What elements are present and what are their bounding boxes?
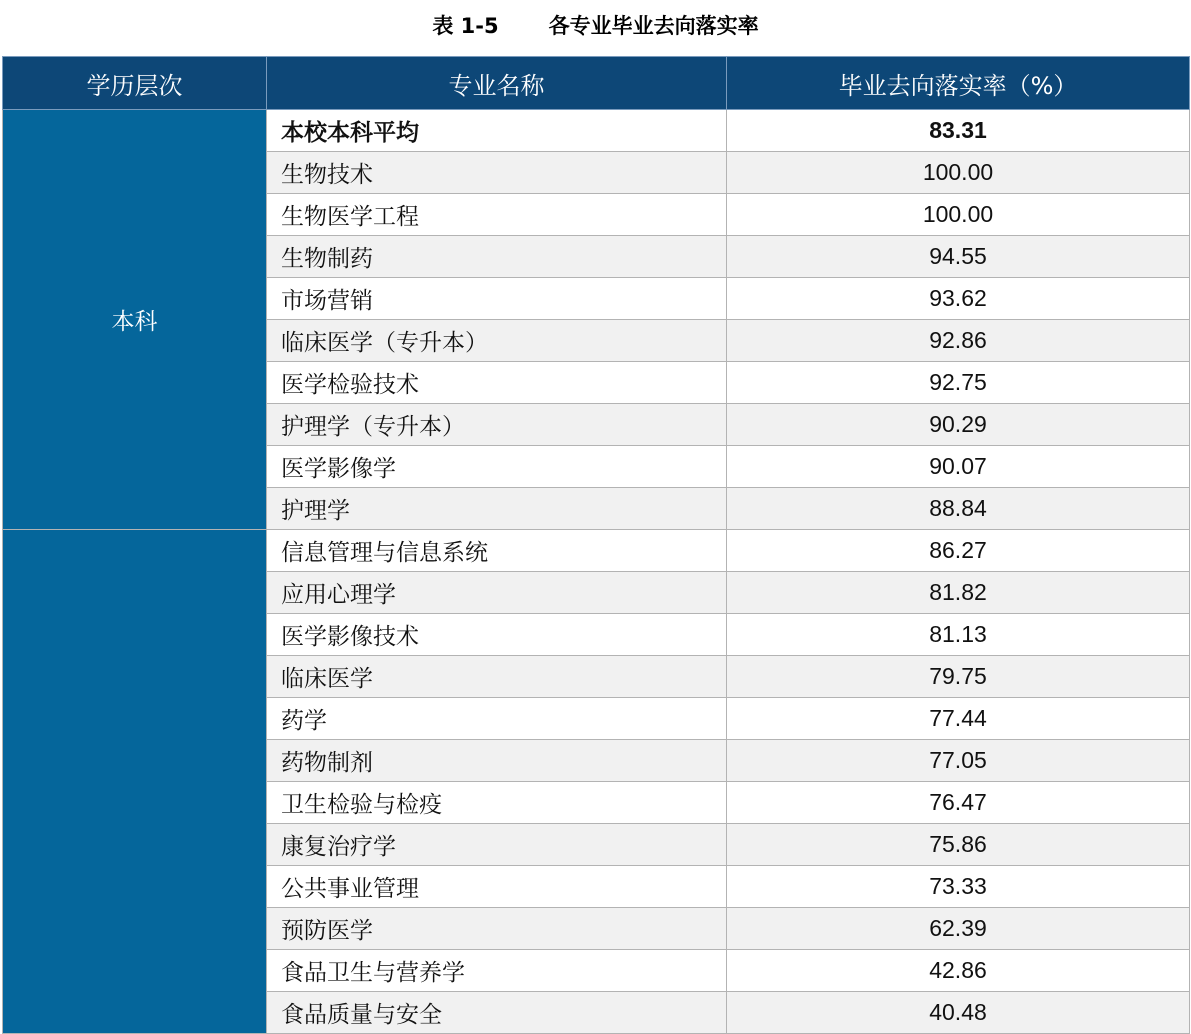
table-row-average [3,110,1190,152]
placement-rate-cell: 94.55 [727,236,1190,278]
placement-rate-cell: 81.13 [727,614,1190,656]
placement-rate-cell: 81.82 [727,572,1190,614]
placement-rate-cell: 92.75 [727,362,1190,404]
major-name-cell: 临床医学 [267,656,727,698]
major-name-cell: 护理学 [267,488,727,530]
major-name-cell: 临床医学（专升本） [267,320,727,362]
major-name-cell: 生物制药 [267,236,727,278]
major-name-cell: 食品卫生与营养学 [267,950,727,992]
placement-rate-table [2,56,1190,1034]
placement-rate-cell: 79.75 [727,656,1190,698]
placement-rate-cell: 88.84 [727,488,1190,530]
major-name-cell: 食品质量与安全 [267,992,727,1034]
education-level-cell [3,530,267,1034]
major-name-cell: 本校本科平均 [267,110,727,152]
major-name-cell: 医学影像学 [267,446,727,488]
placement-rate-cell: 90.29 [727,404,1190,446]
major-name-cell: 生物医学工程 [267,194,727,236]
major-name-cell: 康复治疗学 [267,824,727,866]
header-level: 学历层次 [3,57,267,110]
placement-rate-cell: 77.44 [727,698,1190,740]
major-name-cell: 信息管理与信息系统 [267,530,727,572]
placement-rate-cell: 77.05 [727,740,1190,782]
table-body [3,110,1190,1034]
placement-rate-cell: 100.00 [727,194,1190,236]
placement-rate-cell: 86.27 [727,530,1190,572]
placement-rate-cell: 90.07 [727,446,1190,488]
major-name-cell: 公共事业管理 [267,866,727,908]
major-name-cell: 药学 [267,698,727,740]
placement-rate-cell: 76.47 [727,782,1190,824]
placement-rate-cell: 40.48 [727,992,1190,1034]
placement-rate-cell: 92.86 [727,320,1190,362]
major-name-cell: 护理学（专升本） [267,404,727,446]
major-name-cell: 预防医学 [267,908,727,950]
major-name-cell: 应用心理学 [267,572,727,614]
table-number: 表 1-5 [432,14,499,38]
placement-rate-cell: 83.31 [727,110,1190,152]
placement-rate-cell: 62.39 [727,908,1190,950]
placement-rate-cell: 42.86 [727,950,1190,992]
header-major: 专业名称 [267,57,727,110]
education-level-cell: 本科 [3,110,267,530]
major-name-cell: 医学影像技术 [267,614,727,656]
placement-rate-cell: 100.00 [727,152,1190,194]
placement-rate-cell: 93.62 [727,278,1190,320]
placement-rate-cell: 75.86 [727,824,1190,866]
placement-rate-cell: 73.33 [727,866,1190,908]
table-row [3,530,1190,572]
major-name-cell: 药物制剂 [267,740,727,782]
major-name-cell: 医学检验技术 [267,362,727,404]
major-name-cell: 生物技术 [267,152,727,194]
major-name-cell: 卫生检验与检疫 [267,782,727,824]
header-row [3,57,1190,110]
table-caption [0,0,1191,50]
table-title: 各专业毕业去向落实率 [548,14,759,38]
header-rate: 毕业去向落实率（%） [727,57,1190,110]
major-name-cell: 市场营销 [267,278,727,320]
